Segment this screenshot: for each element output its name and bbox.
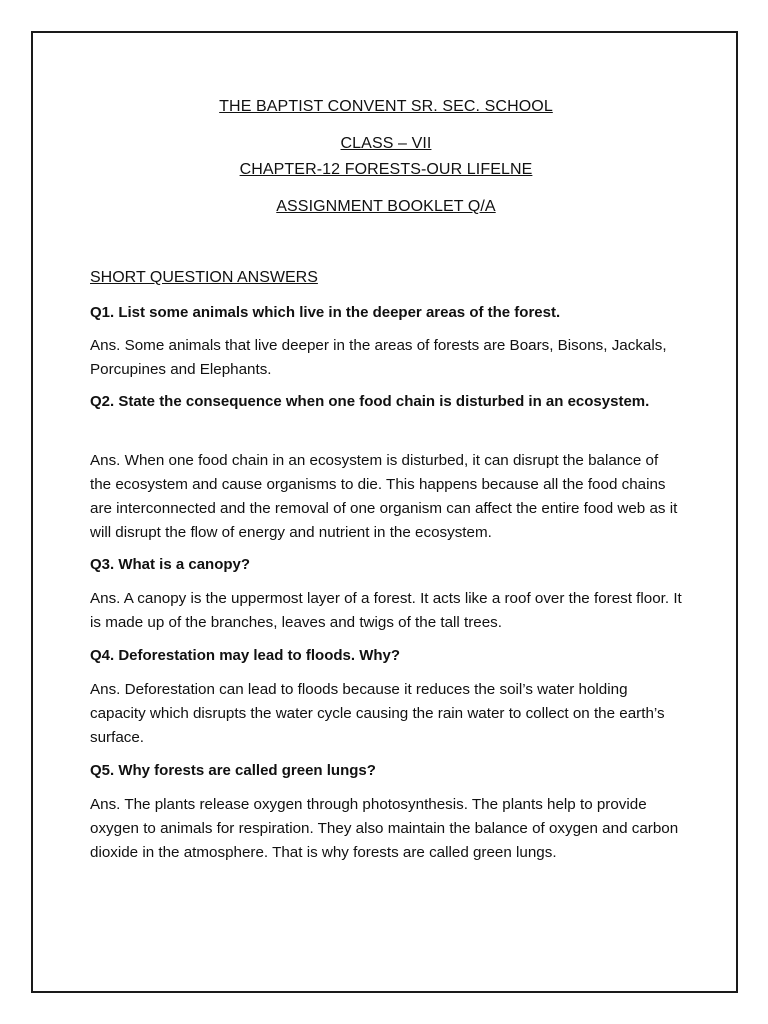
question-2: Q2. State the consequence when one food chain is disturbed in an ecosystem. bbox=[90, 393, 650, 410]
answer-5: Ans. The plants release oxygen through photosynthesis. The plants help to provide oxygen to animals for respiration. They also maintain the balance of oxygen and carbon dioxide in the atmosphere. That is why forests are called green lungs. bbox=[90, 796, 679, 861]
section-title: SHORT QUESTION ANSWERS bbox=[90, 269, 318, 286]
question-5: Q5. Why forests are called green lungs? bbox=[90, 762, 376, 779]
school-name: THE BAPTIST CONVENT SR. SEC. SCHOOL bbox=[219, 98, 553, 115]
question-1: Q1. List some animals which live in the deeper areas of the forest. bbox=[90, 304, 561, 321]
question-3: Q3. What is a canopy? bbox=[90, 556, 251, 573]
answer-4: Ans. Deforestation can lead to floods because it reduces the soil’s water holding capacity which disrupts the water cycle causing the rain water to collect on the earth’s surface. bbox=[90, 681, 665, 746]
answer-1: Ans. Some animals that live deeper in the areas of forests are Boars, Bisons, Jackals, Porcupines and Elephants. bbox=[90, 337, 667, 378]
document-body bbox=[90, 96, 682, 865]
answer-3: Ans. A canopy is the uppermost layer of a forest. It acts like a roof over the forest floor. It is made up of the branches, leaves and twigs of the tall trees. bbox=[90, 590, 682, 631]
chapter-title: CHAPTER-12 FORESTS-OUR LIFELNE bbox=[239, 161, 533, 178]
assignment-title: ASSIGNMENT BOOKLET Q/A bbox=[276, 198, 496, 215]
question-4: Q4. Deforestation may lead to floods. Why? bbox=[90, 647, 401, 664]
class-label: CLASS – VII bbox=[340, 135, 432, 152]
answer-2: Ans. When one food chain in an ecosystem is disturbed, it can disrupt the balance of the ecosystem and cause organisms to die. This happens because all the food chains are interconnected and the removal of one organism can affect the entire food web as it will disrupt the flow of energy and nutrient in the ecosystem. bbox=[90, 452, 678, 541]
